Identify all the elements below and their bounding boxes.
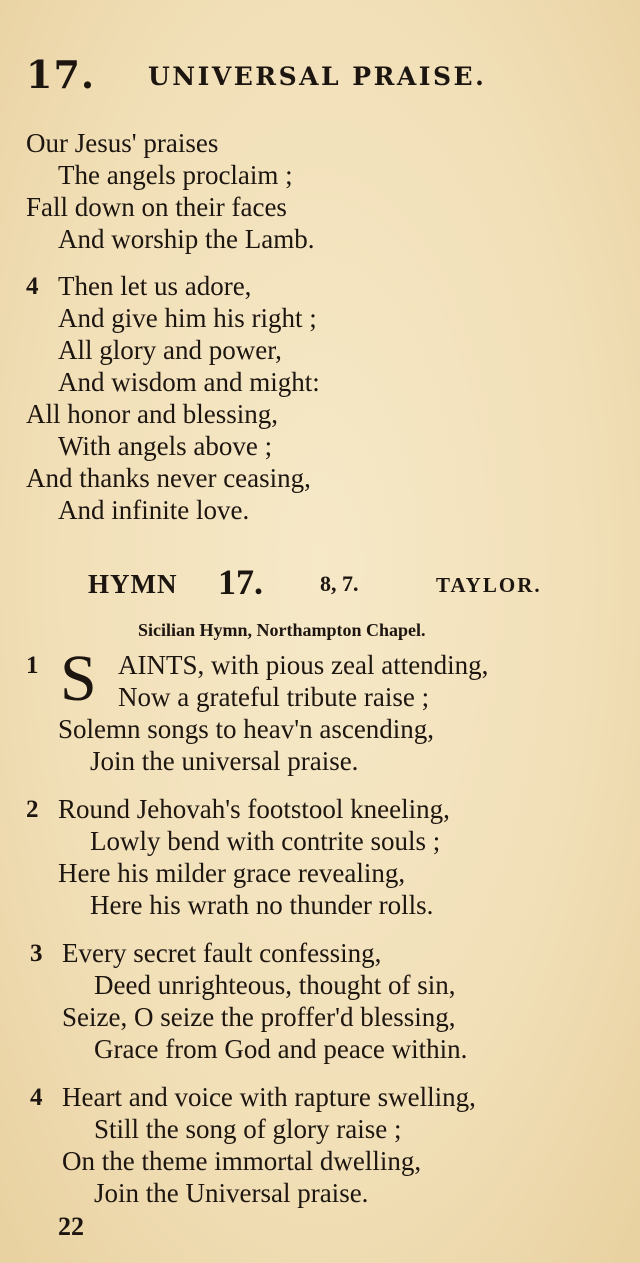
stanza-number: 1 <box>26 652 39 679</box>
stanza-number: 3 <box>30 940 43 967</box>
verse-line: And give him his right ; <box>58 303 317 333</box>
verse-line: Here his wrath no thunder rolls. <box>90 890 434 920</box>
running-title: UNIVERSAL PRAISE. <box>148 62 487 91</box>
verse-line: Then let us adore, <box>58 271 252 301</box>
verse-line: Still the song of glory raise ; <box>94 1114 402 1144</box>
verse-line: Deed unrighteous, thought of sin, <box>94 970 456 1000</box>
verse-line: Here his milder grace revealing, <box>58 858 406 888</box>
page-number: 17. <box>26 52 96 97</box>
verse-line: Grace from God and peace within. <box>94 1034 468 1064</box>
verse-line: Seize, O seize the proffer'd blessing, <box>62 1002 456 1032</box>
verse-line: Heart and voice with rapture swelling, <box>62 1082 476 1112</box>
page-header <box>26 52 626 102</box>
tune-name: Sicilian Hymn, Northampton Chapel. <box>138 620 426 640</box>
verse-line: Fall down on their faces <box>26 192 287 222</box>
verse-line: And worship the Lamb. <box>58 224 315 254</box>
verse-line: And thanks never ceasing, <box>26 463 311 493</box>
hymn-author: TAYLOR. <box>436 573 542 597</box>
drop-cap: S <box>60 642 97 715</box>
verse-line: And infinite love. <box>58 495 250 525</box>
verse-line: With angels above ; <box>58 431 273 461</box>
signature-mark: 22 <box>58 1212 84 1241</box>
verse-line: Join the Universal praise. <box>94 1178 369 1208</box>
verse-line: On the theme immortal dwelling, <box>62 1146 422 1176</box>
verse-line: AINTS, with pious zeal attending, <box>118 650 489 680</box>
verse-line: The angels proclaim ; <box>58 160 293 190</box>
verse-line: Join the universal praise. <box>90 746 359 776</box>
stanza-number: 4 <box>26 273 39 300</box>
verse-line: And wisdom and might: <box>58 367 320 397</box>
verse-line: Every secret fault confessing, <box>62 938 382 968</box>
verse-line: Lowly bend with contrite souls ; <box>90 826 441 856</box>
verse-line: Solemn songs to heav'n ascending, <box>58 714 435 744</box>
verse-line: All glory and power, <box>58 335 282 365</box>
verse-line: All honor and blessing, <box>26 399 278 429</box>
stanza-number: 4 <box>30 1084 43 1111</box>
hymn-label: HYMN <box>88 569 178 599</box>
verse-line: Now a grateful tribute raise ; <box>118 682 430 712</box>
verse-line: Round Jehovah's footstool kneeling, <box>58 794 450 824</box>
hymn-number: 17. <box>218 562 263 602</box>
hymn-heading <box>88 562 568 605</box>
hymn-meter: 8, 7. <box>320 571 359 596</box>
stanza-number: 2 <box>26 796 39 823</box>
verse-line: Our Jesus' praises <box>26 128 219 158</box>
